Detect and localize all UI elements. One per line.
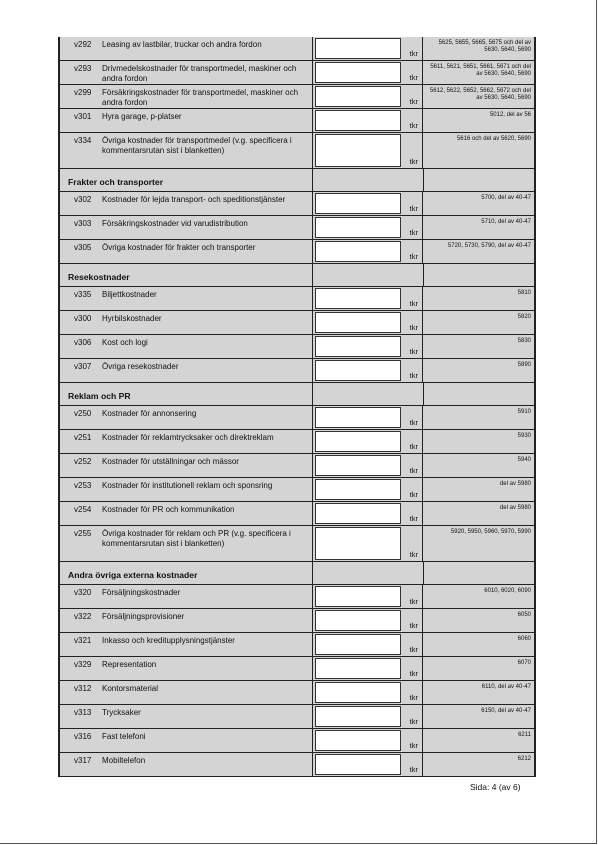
form-row-v313 [60, 705, 534, 729]
amount-input-v306[interactable] [315, 336, 401, 357]
amount-cell [313, 657, 423, 680]
row-label: Försäljningskostnader [100, 585, 313, 608]
form-row-v299 [60, 85, 534, 109]
account-reference: 6060 [517, 636, 531, 642]
unit-label: tkr [409, 157, 418, 166]
unit-label: tkr [409, 418, 418, 427]
row-code: v299 [74, 88, 92, 97]
unit-label: tkr [409, 97, 418, 106]
amount-cell [313, 430, 423, 453]
form-row-v253 [60, 478, 534, 502]
form-row-v321 [60, 633, 534, 657]
account-reference: 5612, 5622, 5652, 5662, 5672 och del av 5630, 5640, 5690 [429, 88, 531, 102]
row-label: Övriga resekostnader [100, 359, 313, 382]
account-reference: 5616 och del av 5620, 5690 [456, 136, 531, 142]
amount-input-v305[interactable] [315, 241, 401, 262]
row-label: Kostnader för annonsering [100, 406, 313, 429]
unit-label: tkr [409, 669, 418, 678]
form-row-v320 [60, 585, 534, 609]
row-code: v329 [74, 660, 92, 669]
row-label: Kostnader för lejda transport- och speditionstjänster [100, 192, 313, 215]
amount-cell [313, 609, 423, 632]
section-spacer [313, 562, 424, 584]
form-row-v303 [60, 216, 534, 240]
unit-label: tkr [409, 645, 418, 654]
amount-cell [313, 526, 423, 561]
unit-label: tkr [409, 121, 418, 130]
form-row-v334 [60, 133, 534, 169]
row-code: v334 [74, 136, 92, 145]
account-reference: 5820 [517, 314, 531, 320]
row-code: v303 [74, 219, 92, 228]
account-reference: 5625, 5655, 5665, 5675 och del av 5630, 5640, 5690 [438, 40, 531, 54]
section-spacer [424, 264, 534, 286]
section-spacer [424, 383, 534, 405]
section-spacer [424, 562, 534, 584]
amount-cell [313, 753, 423, 776]
row-code: v300 [74, 314, 92, 323]
row-label: Kostnader för PR och kommunikation [100, 502, 313, 525]
unit-label: tkr [409, 514, 418, 523]
section-spacer [424, 169, 534, 191]
row-label: Inkasso och kreditupplysningstjänster [100, 633, 313, 656]
section-header [60, 562, 534, 585]
form-row-v292 [60, 37, 534, 61]
amount-input-v317[interactable] [315, 754, 401, 775]
unit-label: tkr [409, 550, 418, 559]
unit-label: tkr [409, 299, 418, 308]
row-label: Fast telefoni [100, 729, 313, 752]
unit-label: tkr [409, 442, 418, 451]
row-code: v292 [74, 40, 92, 49]
form-row-v252 [60, 454, 534, 478]
unit-label: tkr [409, 490, 418, 499]
amount-input-v322[interactable] [315, 610, 401, 631]
form-row-v301 [60, 109, 534, 133]
section-spacer [313, 264, 424, 286]
row-label: Övriga kostnader för transportmedel (v.g. specificera i kommentarsrutan sist i blanketten) [100, 133, 313, 168]
section-spacer [313, 169, 424, 191]
amount-input-v292[interactable] [315, 38, 401, 59]
account-reference: 6050 [517, 612, 531, 618]
amount-input-v253[interactable] [315, 479, 401, 500]
row-code: v322 [74, 612, 92, 621]
amount-input-v299[interactable] [315, 86, 401, 107]
amount-cell [313, 311, 423, 334]
row-label: Biljettkostnader [100, 287, 313, 310]
row-label: Drivmedelskostnader för transportmedel, maskiner och andra fordon [100, 61, 313, 84]
account-reference: 6211 [518, 732, 531, 738]
amount-input-v313[interactable] [315, 706, 401, 727]
section-title: Resekostnader [60, 264, 313, 286]
unit-label: tkr [409, 228, 418, 237]
amount-input-v321[interactable] [315, 634, 401, 655]
row-label: Övriga kostnader för reklam och PR (v.g. specificera i kommentarsrutan sist i blanketten) [100, 526, 313, 561]
amount-input-v303[interactable] [315, 217, 401, 238]
amount-input-v307[interactable] [315, 360, 401, 381]
amount-cell [313, 681, 423, 704]
row-code: v293 [74, 64, 92, 73]
section-header [60, 383, 534, 406]
row-label: Kostnader för institutionell reklam och sponsring [100, 478, 313, 501]
row-code: v253 [74, 481, 92, 490]
account-reference: 5012, del av 56 [489, 112, 531, 118]
amount-cell [313, 729, 423, 752]
row-label: Försäkringskostnader vid varudistribution [100, 216, 313, 239]
amount-cell [313, 454, 423, 477]
row-label: Försäkringskostnader för transportmedel, maskiner och andra fordon [100, 85, 313, 108]
amount-input-v301[interactable] [315, 110, 401, 131]
row-label: Leasing av lastbilar, truckar och andra fordon [100, 37, 313, 60]
amount-cell [313, 37, 423, 60]
form-row-v302 [60, 192, 534, 216]
amount-input-v335[interactable] [315, 288, 401, 309]
account-reference: 5710, del av 40-47 [481, 219, 531, 225]
amount-input-v316[interactable] [315, 730, 401, 751]
amount-cell [313, 109, 423, 132]
account-reference: del av 5980 [499, 481, 531, 487]
amount-input-v312[interactable] [315, 682, 401, 703]
account-reference: 5720, 5730, 5790, del av 40-47 [447, 243, 531, 249]
amount-input-v320[interactable] [315, 586, 401, 607]
section-title: Frakter och transporter [60, 169, 313, 191]
row-code: v335 [74, 290, 92, 299]
amount-cell [313, 133, 423, 168]
amount-input-v300[interactable] [315, 312, 401, 333]
unit-label: tkr [409, 347, 418, 356]
form-row-v316 [60, 729, 534, 753]
form-row-v335 [60, 287, 534, 311]
row-code: v301 [74, 112, 92, 121]
row-code: v254 [74, 505, 92, 514]
account-reference: 5611, 5621, 5651, 5661, 5671 och del av 5630, 5640, 5690 [430, 64, 531, 78]
unit-label: tkr [409, 204, 418, 213]
account-reference: 5910 [517, 409, 531, 415]
amount-cell [313, 61, 423, 84]
section-header [60, 169, 534, 192]
form-row-v300 [60, 311, 534, 335]
amount-cell [313, 85, 423, 108]
account-reference: 6150, del av 40-47 [481, 708, 531, 714]
row-code: v252 [74, 457, 92, 466]
form-row-v307 [60, 359, 534, 383]
amount-cell [313, 502, 423, 525]
account-reference: 5920, 5950, 5960, 5970, 5990 [450, 529, 531, 535]
row-code: v316 [74, 732, 92, 741]
amount-cell [313, 705, 423, 728]
form-row-v329 [60, 657, 534, 681]
unit-label: tkr [409, 717, 418, 726]
amount-cell [313, 335, 423, 358]
row-label: Kostnader för reklamtrycksaker och direktreklam [100, 430, 313, 453]
form-row-v251 [60, 430, 534, 454]
row-code: v305 [74, 243, 92, 252]
unit-label: tkr [409, 49, 418, 58]
row-label: Hyrbilskostnader [100, 311, 313, 334]
amount-input-v293[interactable] [315, 62, 401, 83]
amount-input-v250[interactable] [315, 407, 401, 428]
form-row-v305 [60, 240, 534, 264]
amount-cell [313, 192, 423, 215]
amount-cell [313, 633, 423, 656]
amount-input-v254[interactable] [315, 503, 401, 524]
form-row-v255 [60, 526, 534, 562]
row-code: v302 [74, 195, 92, 204]
row-label: Mobiltelefon [100, 753, 313, 776]
row-code: v251 [74, 433, 92, 442]
unit-label: tkr [409, 73, 418, 82]
row-code: v312 [74, 684, 92, 693]
row-label: Kostnader för utställningar och mässor [100, 454, 313, 477]
amount-cell [313, 287, 423, 310]
amount-input-v329[interactable] [315, 658, 401, 679]
account-reference: 5700, del av 40-47 [481, 195, 531, 201]
unit-label: tkr [409, 252, 418, 261]
account-reference: del av 5980 [499, 505, 531, 511]
amount-input-v302[interactable] [315, 193, 401, 214]
form-row-v317 [60, 753, 534, 777]
section-spacer [313, 383, 424, 405]
row-label: Trycksaker [100, 705, 313, 728]
row-label: Kontorsmaterial [100, 681, 313, 704]
unit-label: tkr [409, 323, 418, 332]
account-reference: 5940 [517, 457, 531, 463]
cost-form-table [58, 37, 536, 777]
amount-input-v252[interactable] [315, 455, 401, 476]
form-row-v306 [60, 335, 534, 359]
account-reference: 5890 [517, 362, 531, 368]
form-row-v312 [60, 681, 534, 705]
amount-cell [313, 478, 423, 501]
account-reference: 6070 [517, 660, 531, 666]
unit-label: tkr [409, 371, 418, 380]
account-reference: 6110, del av 40-47 [481, 684, 531, 690]
row-code: v317 [74, 756, 92, 765]
row-code: v250 [74, 409, 92, 418]
unit-label: tkr [409, 466, 418, 475]
row-code: v307 [74, 362, 92, 371]
unit-label: tkr [409, 693, 418, 702]
section-title: Andra övriga externa kostnader [60, 562, 313, 584]
account-reference: 6010, 6020, 6090 [484, 588, 531, 594]
section-title: Reklam och PR [60, 383, 313, 405]
row-label: Övriga kostnader för frakter och transporter [100, 240, 313, 263]
account-reference: 6212 [517, 756, 531, 762]
amount-cell [313, 359, 423, 382]
row-code: v320 [74, 588, 92, 597]
amount-cell [313, 240, 423, 263]
row-label: Försäljningsprovisioner [100, 609, 313, 632]
page-number: Sida: 4 (av 6) [470, 782, 521, 792]
form-row-v322 [60, 609, 534, 633]
unit-label: tkr [409, 765, 418, 774]
account-reference: 5830 [517, 338, 531, 344]
unit-label: tkr [409, 597, 418, 606]
account-reference: 5810 [517, 290, 531, 296]
form-row-v293 [60, 61, 534, 85]
row-label: Hyra garage, p-platser [100, 109, 313, 132]
row-code: v321 [74, 636, 92, 645]
form-row-v254 [60, 502, 534, 526]
amount-cell [313, 585, 423, 608]
amount-cell [313, 406, 423, 429]
form-row-v250 [60, 406, 534, 430]
row-code: v255 [74, 529, 92, 538]
amount-input-v251[interactable] [315, 431, 401, 452]
amount-input-v255[interactable] [315, 527, 401, 560]
unit-label: tkr [409, 741, 418, 750]
account-reference: 5930 [517, 433, 531, 439]
amount-input-v334[interactable] [315, 134, 401, 167]
row-label: Kost och logi [100, 335, 313, 358]
row-code: v306 [74, 338, 92, 347]
section-header [60, 264, 534, 287]
row-label: Representation [100, 657, 313, 680]
amount-cell [313, 216, 423, 239]
unit-label: tkr [409, 621, 418, 630]
row-code: v313 [74, 708, 92, 717]
